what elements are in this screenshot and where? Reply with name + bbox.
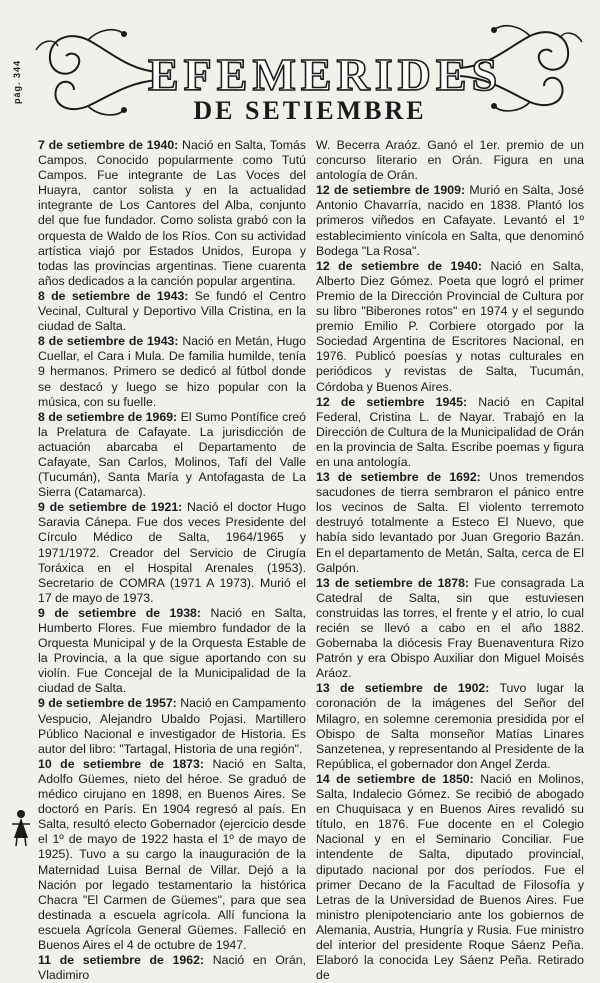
- list-item: [316, 681, 584, 772]
- entry-date: 12 de setiembre de 1940:: [316, 258, 482, 273]
- list-item: [38, 410, 306, 501]
- list-item: [316, 576, 584, 682]
- entry-date: 9 de setiembre de 1957:: [38, 696, 177, 711]
- entry-text: Nació en Salta, Adolfo Güemes, nieto del héroe. Se graduó de médico cirujano en 1898, en Buenos Aires. Se doctoró en París. En 1904 regresó al país. En Salta, resultó electo Gobernador (ejercicio desde el 1º de mayo de 1922 hasta el 1º de mayo de 1925). Tuvo a su cargo la inauguración de la Maternidad Luisa Bernal de Villar. Dejó a la Nación por legado testamentario la histórica Chacra "El Carmen de Güemes", para que sea destinada a escuela agrícola. Allí funciona la escuela Agrícola General Güemes. Falleció en Buenos Aires el 4 de octubre de 1947.: [38, 756, 307, 952]
- entry-text: Nació en Campamento Vespucio, Alejandro Ubaldo Pojasi. Martillero Público Nacional e investigador de Historia. Es autor del libro: "Tartagal, Historia de una región".: [38, 696, 306, 756]
- entry-text: Tuvo lugar la coronación de la imágenes del Señor del Milagro, en solemne ceremonia presidida por el Obispo de Salta monseñor Matías Linares Sanzetenea, y representando al Presidente de la República, el gobernador don Angel Zerda.: [316, 681, 585, 771]
- left-ornament-swirl: [28, 10, 168, 130]
- entry-date: 9 de setiembre de 1921:: [38, 500, 183, 515]
- page-number: pág. 344: [12, 59, 22, 104]
- entry-date: 14 de setiembre de 1850:: [316, 771, 474, 786]
- list-item: [316, 183, 584, 258]
- list-item: [38, 289, 306, 334]
- list-item: [38, 606, 306, 697]
- gaucha-figure-icon: [6, 808, 36, 848]
- entry-text: Nació en Salta, Humberto Flores. Fue miembro fundador de la Orquesta Municipal y de la Orquesta Estable de la Provincia, a la que sigue aportando con su violín. Fue Concejal de la Municipalidad de la ciudad de Salta.: [38, 605, 306, 696]
- entry-date: 8 de setiembre de 1943:: [38, 288, 189, 303]
- entry-text: Nació en Salta, Tomás Campos. Conocido popularmente como Tutú Campos. Fue integrante de Las Voces del Huayra, cantor solista y en la actualidad integrante de Los Cantores del Alba, conjunto del que fue fundador. Como solista grabó con la orquesta de Waldo de los Ríos. Con su actividad artística viajó por Estados Unidos, Europa y todas las provincias argentinas. Tiene cuarenta años dedicados a la canción popular argentina.: [38, 138, 306, 288]
- entry-text: Se fundó el Centro Vecinal, Cultural y Deportivo Villa Cristina, en la ciudad de Salta.: [38, 288, 306, 334]
- list-item: [38, 757, 306, 953]
- list-item: [38, 138, 306, 289]
- page-subtitle: DE SETIEMBRE: [193, 96, 427, 125]
- entry-date: 12 de setiembre de 1909:: [316, 183, 466, 198]
- list-item: [38, 953, 306, 983]
- entry-date: 11 de setiembre de 1962:: [38, 953, 205, 968]
- entry-text: Nació en Molinos, Salta, Indalecio Gómez. Se recibió de abogado en Chuquisaca y en Buenos Aires revalidó su título, en 1876. Fue docente en el Colegio Nacional y en el Seminario Conciliar. Fue intendente de Salta, diputado provincial, diputado nacional por dos períodos. Fue el primer Decano de la Facultad de Filosofía y Letras de la Universidad de Buenos Aires. Fue ministro plenipotenciario ante los gobiernos de Alemania, Austria, Hungría y Rusia. Fue ministro del interior del presidente Roque Sáenz Peña. Elaboró la conocida Ley Sáenz Peña. Retirado de: [316, 771, 585, 983]
- entry-text: Nació en Metán, Hugo Cuellar, el Cara i Mula. De familia humilde, tenía 9 hermanos. Primero se dedicó al fútbol donde se destacó y luego se hizo popular con la música, con su fuelle.: [38, 334, 306, 409]
- entry-text: Murió en Salta, José Antonio Chavarría, nacido en 1838. Plantó los primeros viñedos en Cafayate. Levantó el 1º establecimiento vinícola en Salta, que denominó Bodega "La Rosa".: [316, 183, 585, 258]
- list-item: [316, 138, 584, 183]
- entry-text: W. Becerra Araóz. Ganó el 1er. premio de un concurso literario en Orán. Figura en una antología de Orán.: [316, 138, 584, 183]
- entry-text: Fue consagrada La Catedral de Salta, sin que estuviesen construidas las torres, el frente y el atrio, lo cual recién se llevó a cabo en el año 1882. Gobernaba la diócesis Fray Buenaventura Rizo Patrón y era Obispo Auxiliar don Miguel Moisés Aráoz.: [316, 575, 584, 681]
- entry-text: Nació en Salta, Alberto Diez Gómez. Poeta que logró el primer Premio de la Dirección Provincial de Cultura por su libro "Biberones rotos" en 1974 y el segundo premio Emilio P. Corbiere otorgado por la Sociedad Argentina de Escritores Nacional, en 1976. Publicó poesías y notas culturales en periódicos y revistas de Salta, Tucumán, Córdoba y Buenos Aires.: [316, 258, 585, 394]
- entry-date: 9 de setiembre de 1938:: [38, 605, 201, 620]
- entry-date: 8 de setiembre de 1943:: [38, 334, 179, 349]
- entry-date: 7 de setiembre de 1940:: [38, 138, 179, 152]
- entry-text: Unos tremendos sacudones de tierra sembraron el pánico entre los vecinos de Salta. El violento terremoto destruyó totalmente a Esteco El Nuevo, que había sido levantado por Juan Gregorio Bazán. En el departamento de Metán, Salta, cerca de El Galpón.: [316, 470, 585, 575]
- entry-text: El Sumo Pontífice creó la Prelatura de Cafayate. La jurisdicción de actuación abarcaba el Departamento de Cafayate, San Carlos, Molinos, Tafí del Valle (Tucumán), Santa María y Antofagasta de La Sierra (Catamarca).: [38, 409, 306, 500]
- list-item: [38, 500, 306, 606]
- entry-date: 12 de setiembre 1945:: [316, 394, 468, 409]
- page-title: EFEMERIDES: [148, 49, 503, 100]
- right-column: [316, 138, 584, 983]
- entry-text: Nació en Capital Federal, Cristina L. de Nayar. Trabajó en la Dirección de Cultura de la Municipalidad de Orán en la provincia de Salta. Escribe poemas y figura en una antología.: [316, 394, 584, 469]
- list-item: [38, 696, 306, 756]
- entry-date: 8 de setiembre de 1969:: [38, 409, 178, 424]
- left-column: [38, 138, 306, 983]
- list-item: [316, 259, 584, 395]
- entry-date: 10 de setiembre de 1873:: [38, 756, 204, 771]
- list-item: [316, 470, 584, 576]
- entry-date: 13 de setiembre de 1902:: [316, 681, 490, 696]
- entry-text: Nació el doctor Hugo Saravia Cánepa. Fue dos veces Presidente del Círculo Médico de Salta, 1964/1965 y 1971/1972. Creador del Servicio de Cirugía Toráxica en el Hospital Arenales (1953). Secretario de COMRA (1971 A 1973). Murió el 17 de mayo de 1973.: [38, 500, 306, 605]
- list-item: [316, 395, 584, 470]
- list-item: [38, 334, 306, 409]
- entry-date: 13 de setiembre de 1692:: [316, 470, 481, 485]
- entry-date: 13 de setiembre de 1878:: [316, 575, 470, 590]
- list-item: [316, 772, 584, 983]
- entry-text: Nació en Orán, Vladimiro: [38, 953, 306, 983]
- page-header: [0, 0, 600, 132]
